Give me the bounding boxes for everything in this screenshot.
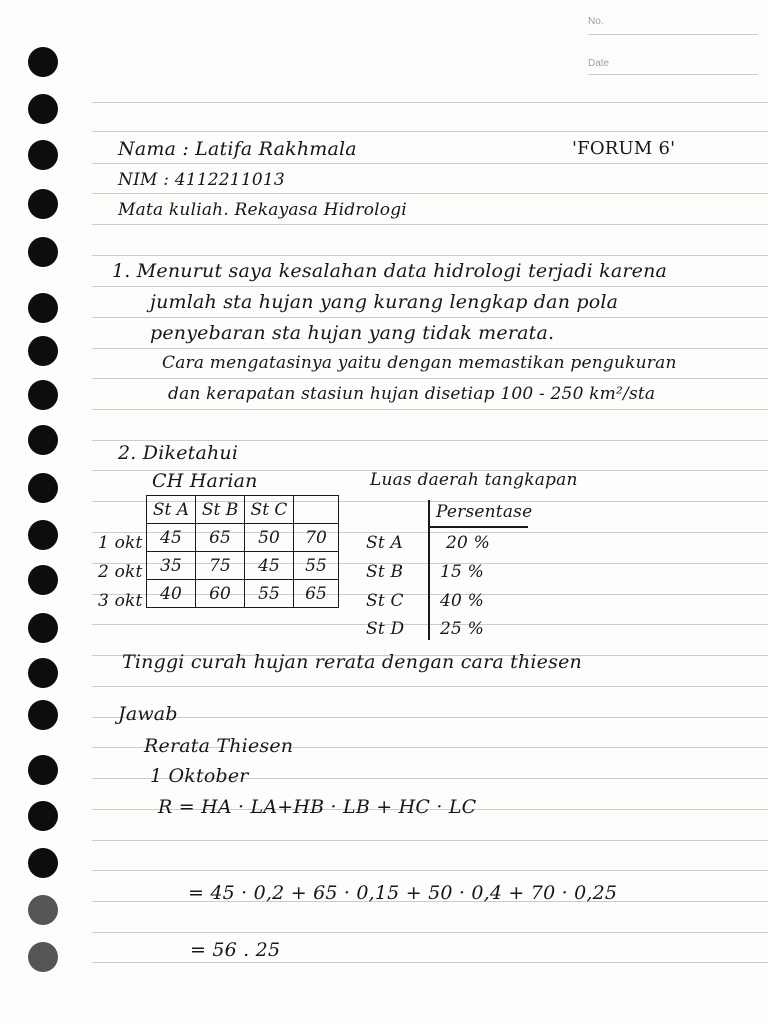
- answer2-title: 2. Diketahui: [118, 442, 239, 464]
- solution-heading: Jawab: [118, 703, 178, 725]
- question-text: Tinggi curah hujan rerata dengan cara thiesen: [122, 651, 582, 673]
- solution-method: Rerata Thiesen: [144, 735, 294, 757]
- area-percent: 40 %: [440, 591, 484, 611]
- area-title: Luas daerah tangkapan: [370, 470, 578, 490]
- date-label: Date: [588, 58, 610, 69]
- student-nim: NIM : 4112211013: [118, 170, 285, 190]
- forum-title: 'FORUM 6': [572, 138, 676, 159]
- area-station: St A: [366, 533, 403, 553]
- col-header: [294, 496, 339, 524]
- area-percent: 15 %: [440, 562, 484, 582]
- student-name: Nama : Latifa Rakhmala: [118, 138, 357, 160]
- col-header: St B: [196, 496, 245, 524]
- table-cell: 65: [196, 524, 245, 552]
- no-label: No.: [588, 16, 604, 27]
- ch-row-day: 2 okt: [98, 562, 143, 582]
- answer1-line-1: 1. Menurut saya kesalahan data hidrologi terjadi karena: [112, 260, 668, 282]
- table-cell: 75: [196, 552, 245, 580]
- answer1-line-2: jumlah sta hujan yang kurang lengkap dan pola: [150, 291, 619, 313]
- table-cell: 70: [294, 524, 339, 552]
- table-cell: 65: [294, 580, 339, 608]
- solution-day: 1 Oktober: [150, 765, 249, 787]
- area-table-vertical-rule: [428, 500, 430, 640]
- course-name: Mata kuliah. Rekayasa Hidrologi: [118, 200, 407, 220]
- table-cell: 45: [245, 552, 294, 580]
- area-percent: 25 %: [440, 619, 484, 639]
- table-cell: 55: [245, 580, 294, 608]
- answer1-line-5: dan kerapatan stasiun hujan disetiap 100 - 250 km²/sta: [168, 384, 656, 404]
- area-percent: 20 %: [446, 533, 490, 553]
- area-station: St B: [366, 562, 404, 582]
- table-cell: 35: [147, 552, 196, 580]
- col-header: St C: [245, 496, 294, 524]
- solution-result: = 56 . 25: [190, 939, 281, 961]
- area-table-header-rule: [428, 526, 528, 528]
- ch-harian-table: [146, 495, 339, 608]
- table-cell: 50: [245, 524, 294, 552]
- table-row: [147, 524, 339, 552]
- ch-row-day: 3 okt: [98, 591, 143, 611]
- table-cell: 45: [147, 524, 196, 552]
- solution-formula: R = HA · LA+HB · LB + HC · LC: [158, 796, 477, 818]
- table-cell: 40: [147, 580, 196, 608]
- area-station: St C: [366, 591, 404, 611]
- no-line: [588, 34, 758, 35]
- table-cell: 60: [196, 580, 245, 608]
- col-header: St A: [147, 496, 196, 524]
- date-line: [588, 74, 758, 75]
- ch-row-day: 1 okt: [98, 533, 143, 553]
- ch-table-title: CH Harian: [152, 470, 258, 492]
- answer1-line-3: penyebaran sta hujan yang tidak merata.: [150, 322, 555, 344]
- area-col-header: Persentase: [436, 502, 533, 522]
- solution-substitution: = 45 · 0,2 + 65 · 0,15 + 50 · 0,4 + 70 · 0,25: [188, 882, 618, 904]
- table-row: [147, 552, 339, 580]
- area-station: St D: [366, 619, 405, 639]
- table-row: [147, 580, 339, 608]
- answer1-line-4: Cara mengatasinya yaitu dengan memastikan pengukuran: [162, 353, 677, 373]
- table-header-row: [147, 496, 339, 524]
- table-cell: 55: [294, 552, 339, 580]
